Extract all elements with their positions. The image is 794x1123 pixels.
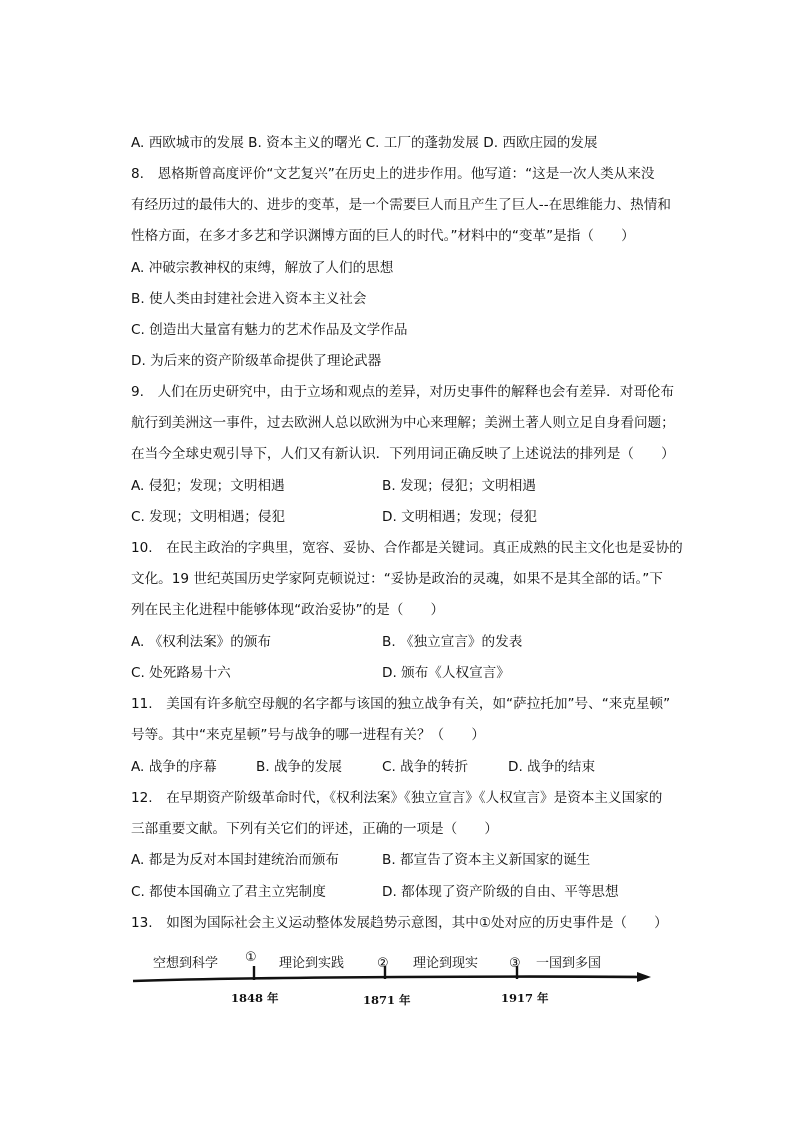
q8-stem-line-1: 8. 恩格斯曾高度评价“文艺复兴”在历史上的进步作用。他写道：“这是一次人类从来没 xyxy=(131,166,655,182)
q12-option-b: B. 都宣告了资本主义新国家的诞生 xyxy=(382,852,591,868)
q11-stem-line-2: 号等。其中“来克星顿”号与战争的哪一进程有关？（ ） xyxy=(131,727,485,743)
q12-option-a: A. 都是为反对本国封建统治而颁布 xyxy=(131,852,340,868)
marker-3: ③ xyxy=(509,956,521,971)
q12-stem-line-2: 三部重要文献。下列有关它们的评述，正确的一项是（ ） xyxy=(131,821,499,837)
segment-theory-to-reality: 理论到现实 xyxy=(413,956,479,971)
q12-option-c: C. 都使本国确立了君主立宪制度 xyxy=(131,884,326,900)
q8-option-b: B. 使人类由封建社会进入资本主义社会 xyxy=(131,291,367,307)
q9-stem-line-3: 在当今全球史观引导下，人们又有新认识．下列用词正确反映了上述说法的排列是（ ） xyxy=(131,446,675,462)
q10-option-a: A. 《权利法案》的颁布 xyxy=(131,634,272,650)
q8-option-a: A. 冲破宗教神权的束缚，解放了人们的思想 xyxy=(131,260,394,276)
q13-stem: 13. 如图为国际社会主义运动整体发展趋势示意图，其中①处对应的历史事件是（ ） xyxy=(131,915,668,931)
q10-stem-line-2: 文化。19 世纪英国历史学家阿克顿说过：“妥协是政治的灵魂，如果不是其全部的话。”下 xyxy=(131,571,663,587)
q9-option-a: A. 侵犯；发现；文明相遇 xyxy=(131,478,285,494)
q11-option-d: D. 战争的结束 xyxy=(508,759,596,775)
q8-option-d: D. 为后来的资产阶级革命提供了理论武器 xyxy=(131,353,382,369)
q8-option-c: C. 创造出大量富有魅力的艺术作品及文学作品 xyxy=(131,322,408,338)
q7-options: A. 西欧城市的发展 B. 资本主义的曙光 C. 工厂的蓬勃发展 D. 西欧庄园的发展 xyxy=(131,135,598,151)
q10-stem-line-3: 列在民主化进程中能够体现“政治妥协”的是（ ） xyxy=(131,602,445,618)
segment-utopia-to-science: 空想到科学 xyxy=(153,956,219,971)
year-1871: 1871 年 xyxy=(363,993,411,1007)
q8-stem-line-3: 性格方面，在多才多艺和学识渊博方面的巨人的时代。”材料中的“变革”是指（ ） xyxy=(131,228,635,244)
q9-stem-line-2: 航行到美洲这一事件，过去欧洲人总以欧洲为中心来理解；美洲土著人则立足自身看问题； xyxy=(131,415,675,431)
q12-stem-line-1: 12. 在早期资产阶级革命时代，《权利法案》《独立宣言》《人权宣言》是资本主义国家的 xyxy=(131,790,663,806)
marker-2: ② xyxy=(377,956,389,971)
timeline-arrowhead xyxy=(637,972,651,982)
year-1917: 1917 年 xyxy=(501,991,549,1005)
q10-option-b: B. 《独立宣言》的发表 xyxy=(382,634,523,650)
q11-option-b: B. 战争的发展 xyxy=(256,759,342,775)
q11-stem-line-1: 11. 美国有许多航空母舰的名字都与该国的独立战争有关，如“萨拉托加”号、“来克星顿” xyxy=(131,696,671,712)
segment-one-to-many-countries: 一国到多国 xyxy=(536,956,602,971)
marker-1: ① xyxy=(245,950,257,965)
q9-option-d: D. 文明相遇；发现；侵犯 xyxy=(382,509,538,525)
socialism-development-timeline xyxy=(131,944,661,1014)
q9-option-b: B. 发现；侵犯；文明相遇 xyxy=(382,478,536,494)
year-1848: 1848 年 xyxy=(231,991,279,1005)
q8-stem-line-2: 有经历过的最伟大的、进步的变革，是一个需要巨人而且产生了巨人--在思维能力、热情和 xyxy=(131,197,671,213)
q11-option-a: A. 战争的序幕 xyxy=(131,759,217,775)
q10-option-c: C. 处死路易十六 xyxy=(131,665,231,681)
q10-option-d: D. 颁布《人权宣言》 xyxy=(382,665,510,681)
segment-theory-to-practice: 理论到实践 xyxy=(279,956,345,971)
q9-stem-line-1: 9. 人们在历史研究中，由于立场和观点的差异，对历史事件的解释也会有差异．对哥伦布 xyxy=(131,384,675,400)
q9-option-c: C. 发现；文明相遇；侵犯 xyxy=(131,509,286,525)
q10-stem-line-1: 10. 在民主政治的字典里，宽容、妥协、合作都是关键词。真正成熟的民主文化也是妥协的 xyxy=(131,540,683,556)
q12-option-d: D. 都体现了资产阶级的自由、平等思想 xyxy=(382,884,619,900)
q11-option-c: C. 战争的转折 xyxy=(382,759,469,775)
